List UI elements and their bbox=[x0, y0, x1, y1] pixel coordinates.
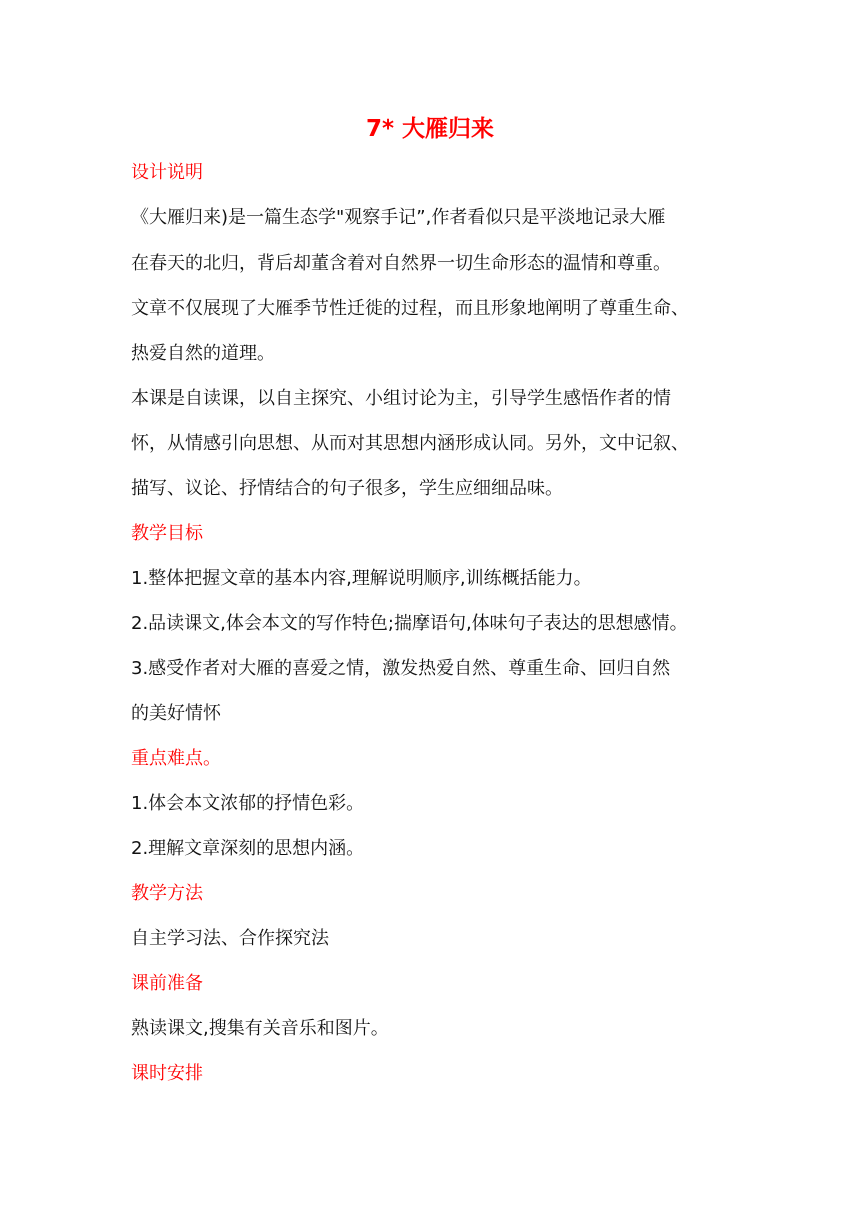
section-heading-goals: 教学目标 bbox=[131, 523, 203, 544]
section-heading-preparation: 课前准备 bbox=[131, 973, 203, 994]
paragraph-line: 文章不仅展现了大雁季节性迁徙的过程，而且形象地阐明了尊重生命、 bbox=[131, 298, 689, 319]
goal-item: 2.品读课文,体会本文的写作特色;揣摩语句,体味句子表达的思想感情。 bbox=[131, 613, 688, 634]
key-point-item: 2.理解文章深刻的思想内涵。 bbox=[131, 838, 365, 859]
paragraph-line: 《大雁归来)是一篇生态学"观察手记”,作者看似只是平淡地记录大雁 bbox=[131, 207, 666, 228]
paragraph-line: 在春天的北归，背后却董含着对自然界一切生命形态的温情和尊重。 bbox=[131, 253, 671, 274]
section-heading-methods: 教学方法 bbox=[131, 883, 203, 904]
goal-item: 的美好情怀 bbox=[131, 703, 221, 724]
section-heading-key-points: 重点难点。 bbox=[131, 748, 221, 769]
paragraph-line: 描写、议论、抒情结合的句子很多，学生应细细品味。 bbox=[131, 478, 563, 499]
paragraph-line: 怀，从情感引向思想、从而对其思想内涵形成认同。另外，文中记叙、 bbox=[131, 433, 689, 454]
paragraph-line: 热爱自然的道理。 bbox=[131, 343, 275, 364]
preparation-item: 熟读课文,搜集有关音乐和图片。 bbox=[131, 1018, 389, 1039]
method-item: 自主学习法、合作探究法 bbox=[131, 928, 329, 949]
goal-item: 1.整体把握文章的基本内容,理解说明顺序,训练概括能力。 bbox=[131, 568, 592, 589]
goal-item: 3.感受作者对大雁的喜爱之情，激发热爱自然、尊重生命、回归自然 bbox=[131, 658, 671, 679]
key-point-item: 1.体会本文浓郁的抒情色彩。 bbox=[131, 793, 365, 814]
document-title: 7* 大雁归来 bbox=[365, 116, 495, 142]
paragraph-line: 本课是自读课，以自主探究、小组讨论为主，引导学生感悟作者的情 bbox=[131, 388, 671, 409]
section-heading-schedule: 课时安排 bbox=[131, 1063, 203, 1084]
section-heading-design: 设计说明 bbox=[131, 162, 203, 183]
